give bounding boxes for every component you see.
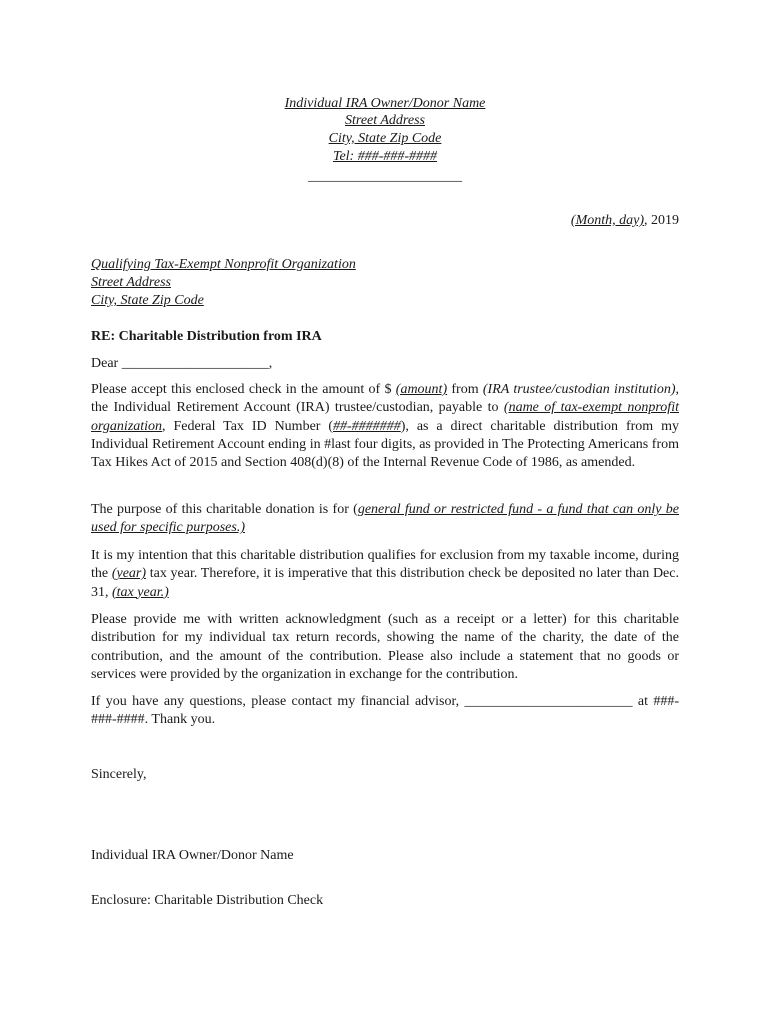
recipient-city: City, State Zip Code (91, 293, 204, 308)
org-placeholder: (name of tax-exempt nonprofit organization (91, 400, 679, 434)
donor-name-header: Individual IRA Owner/Donor Name (284, 96, 486, 111)
recipient-street: Street Address (91, 275, 171, 290)
donor-tel: Tel: ###-###-#### (332, 149, 438, 164)
paragraph-3: It is my intention that this charitable distribution qualifies for exclusion from my taxable income, during the (year) tax year. Therefore, it is imperative that this distribution check be deposited no later than Dec. 31, (tax year.) (91, 548, 679, 600)
taxid-placeholder: ##-####### (333, 418, 401, 434)
letter-date (571, 212, 679, 230)
donor-street: Street Address (345, 113, 425, 128)
year-placeholder: (year) (111, 566, 147, 582)
recipient-org: Qualifying Tax-Exempt Nonprofit Organization (91, 257, 356, 272)
header-rule: ______________________ (308, 169, 462, 184)
institution-placeholder: (IRA trustee/custodian institution) (482, 382, 676, 397)
enclosure-line: Enclosure: Charitable Distribution Check (91, 893, 324, 908)
salutation: Dear _____________________, (91, 356, 273, 371)
signature-name: Individual IRA Owner/Donor Name (91, 848, 294, 863)
donor-city: City, State Zip Code (328, 131, 442, 146)
purpose-placeholder: general fund or restricted fund - a fund that can only be used for specific purposes.) (91, 502, 679, 536)
subject-line: RE: Charitable Distribution from IRA (91, 329, 322, 344)
paragraph-4: Please provide me with written acknowledgment (such as a receipt or a letter) for this charitable distribution for my individual tax return records, showing the name of the charity, the date of the contribution, and the amount of the contribution. Please also include a statement that no goods or services were provided by the organization in exchange for the contribution. (91, 612, 679, 682)
amount-placeholder: (amount) (395, 382, 448, 397)
date-year: , 2019 (644, 213, 679, 228)
closing: Sincerely, (91, 767, 147, 782)
taxyear-placeholder: (tax year.) (112, 584, 169, 600)
paragraph-2: The purpose of this charitable donation is for (general fund or restricted fund - a fund that can only be used for specific purposes.) (91, 502, 679, 536)
paragraph-5: If you have any questions, please contact my financial advisor, ________________________ at ###-###-####. Thank you. (91, 694, 679, 728)
date-placeholder: (Month, day) (570, 213, 644, 228)
paragraph-1: Please accept this enclosed check in the amount of $ (amount) from (IRA trustee/custodian institution), the Individual Retirement Account (IRA) trustee/custodian, payable to (name of tax-exempt nonprofit organization, Federal Tax ID Number (##-#######), as a direct charitable distribution from my Individual Retirement Account ending in #last four digits, as provided in The Protecting Americans from Tax Hikes Act of 2015 and Section 408(d)(8) of the Internal Revenue Code of 1986, as amended. (91, 382, 680, 471)
